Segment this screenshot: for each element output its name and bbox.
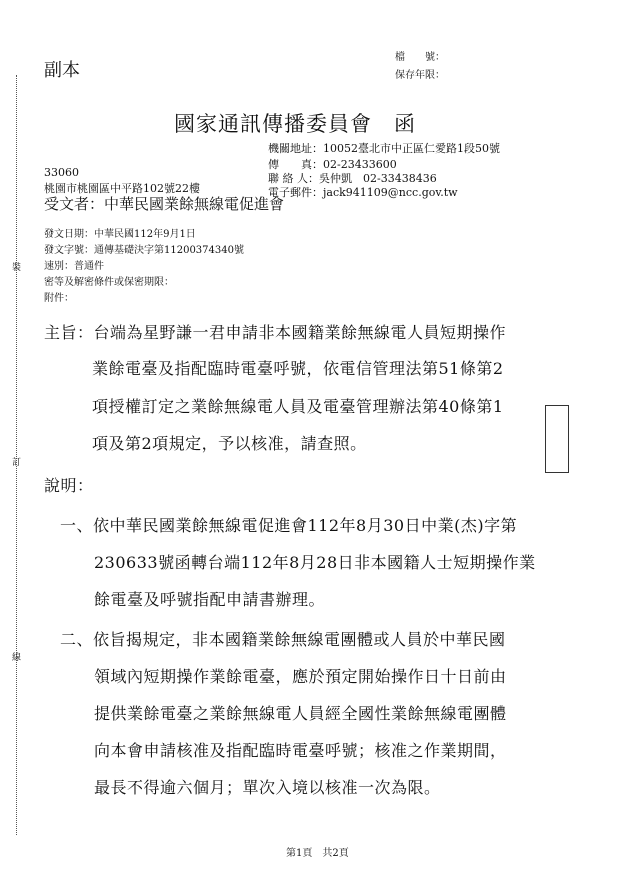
speed: 速別：普通件 (44, 261, 104, 272)
explanation-label: 說明： (44, 476, 94, 495)
attachment: 附件： (44, 293, 74, 304)
agency-address: 機關地址：10052臺北市中正區仁愛路1段50號 (268, 142, 500, 155)
document-title: 國家通訊傳播委員會 函 (174, 112, 416, 136)
binding-mark-1: 裝 (12, 263, 22, 273)
subject-line: 業餘電臺及指配臨時電臺呼號，依電信管理法第51條第2 (92, 359, 504, 378)
item2-line: 提供業餘電臺之業餘無線電人員經全國性業餘無線電團體 (94, 704, 507, 723)
recipient-address: 桃園市桃園區中平路102號22樓 (44, 182, 200, 195)
item1-line: 230633號函轉台端112年8月28日非本國籍人士短期操作業 (94, 553, 536, 572)
agency-fax: 傳 真：02-23433600 (268, 158, 397, 171)
binding-mark-3: 線 (12, 653, 22, 663)
agency-contact: 聯 絡 人：吳仲凱 02-33438436 (268, 172, 437, 185)
item1-line: 餘電臺及呼號指配申請書辦理。 (94, 590, 326, 609)
copy-label: 副本 (44, 60, 80, 81)
item1-line: 一、依中華民國業餘無線電促進會112年8月30日中業(杰)字第 (60, 516, 518, 535)
item2-line: 二、依旨揭規定，非本國籍業餘無線電團體或人員於中華民國 (60, 630, 506, 649)
agency-email: 電子郵件：jack941109@ncc.gov.tw (268, 186, 458, 199)
file-number-label: 檔 號： (395, 52, 445, 63)
document-number: 發文字號：通傳基礎決字第11200374340號 (44, 245, 244, 256)
postal-code: 33060 (44, 166, 79, 179)
retention-label: 保存年限： (395, 70, 445, 81)
item2-line: 向本會申請核准及指配臨時電臺呼號；核准之作業期間， (94, 741, 507, 760)
item2-line: 最長不得逾六個月；單次入境以核准一次為限。 (94, 778, 441, 797)
recipient-to: 受文者：中華民國業餘無線電促進會 (44, 195, 285, 213)
subject-line: 項及第2項規定，予以核准，請查照。 (92, 434, 367, 453)
binding-mark-2: 訂 (12, 458, 22, 468)
issue-date: 發文日期：中華民國112年9月1日 (44, 229, 196, 240)
item2-line: 領域內短期操作業餘電臺，應於預定開始操作日十日前由 (94, 667, 507, 686)
page-footer: 第1頁 共2頁 (286, 848, 349, 859)
subject-line: 主旨：台端為星野謙一君申請非本國籍業餘無線電人員短期操作 (44, 323, 507, 342)
received-stamp (545, 405, 569, 473)
subject-line: 項授權訂定之業餘無線電人員及電臺管理辦法第40條第1 (92, 397, 504, 416)
secrecy: 密等及解密條件或保密期限： (44, 277, 174, 288)
